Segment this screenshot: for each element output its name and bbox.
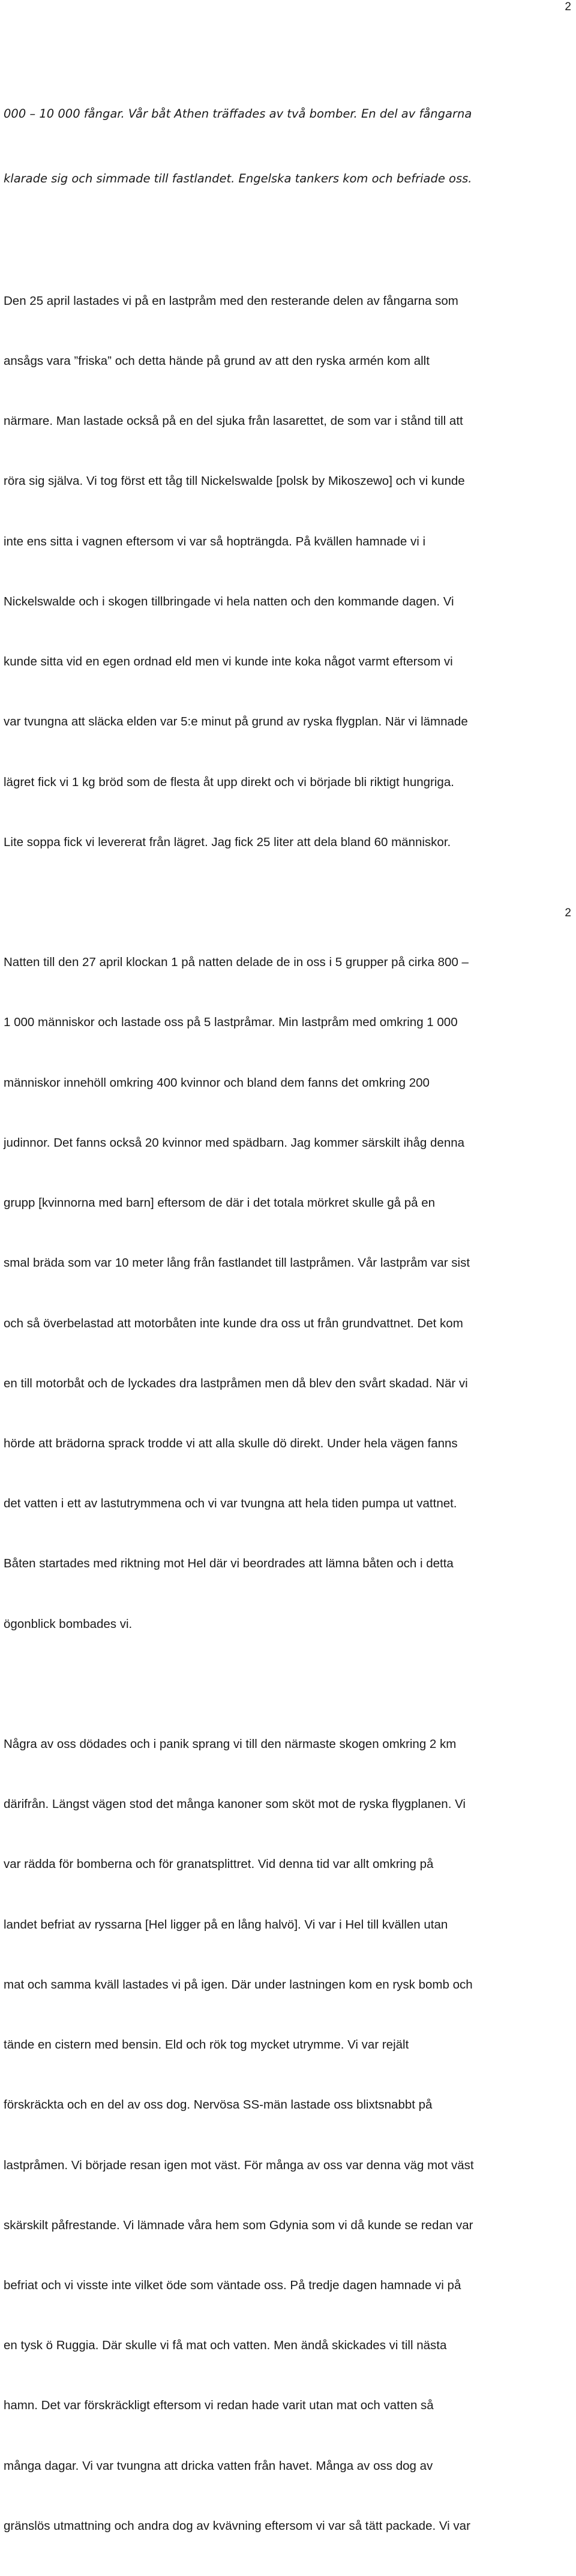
paragraph-gap <box>4 1674 574 1694</box>
paragraph-hel <box>4 1694 574 2576</box>
text-line: skärskilt påfrestande. Vi lämnade våra hem som Gdynia som vi då kunde se redan var <box>4 2218 473 2232</box>
text-line: ansågs vara ”friska” och detta hände på grund av att den ryska armén kom allt <box>4 354 430 368</box>
text-line: Några av oss dödades och i panik sprang vi till den närmaste skogen omkring 2 km <box>4 1737 457 1752</box>
text-line: och så överbelastad att motorbåten inte kunde dra oss ut från grundvattnet. Det kom <box>4 1316 463 1330</box>
paragraph-gap <box>4 892 574 912</box>
text-line: hamn. Det var förskräckligt eftersom vi redan hade varit utan mat och vatten så <box>4 2398 434 2413</box>
text-line: många dagar. Vi var tvungna att dricka vatten från havet. Många av oss dog av <box>4 2458 433 2473</box>
text-line: inte ens sitta i vagnen eftersom vi var så hopträngda. På kvällen hamnade vi i <box>4 534 426 548</box>
text-line: det vatten i ett av lastutrymmena och vi var tvungna att hela tiden pumpa ut vattnet. <box>4 1497 457 1511</box>
text-line: befriat och vi visste inte vilket öde som väntade oss. På tredje dagen hamnade vi på <box>4 2278 461 2292</box>
text-line: Lite soppa fick vi levererat från lägret. Jag fick 25 liter att dela bland 60 människor. <box>4 835 451 849</box>
text-line: människor innehöll omkring 400 kvinnor och bland dem fanns det omkring 200 <box>4 1075 430 1090</box>
text-line: därifrån. Längst vägen stod det många kanoner som sköt mot de ryska flygplanen. Vi <box>4 1797 466 1812</box>
text-line: röra sig själva. Vi tog först ett tåg till Nickelswalde [polsk by Mikoszewo] och vi kunde <box>4 474 465 488</box>
text-line: landet befriat av ryssarna [Hel ligger på en lång halvö]. Vi var i Hel till kvällen utan <box>4 1917 448 1932</box>
text-line: var tvungna att släcka elden var 5:e minut på grund av ryska flygplan. När vi lämnade <box>4 715 468 729</box>
text-line: var rädda för bomberna och för granatsplittret. Vid denna tid var allt omkring på <box>4 1857 434 1872</box>
paragraph-april-27 <box>4 912 574 1674</box>
text-line: tände en cistern med bensin. Eld och rök tog mycket utrymme. Vi var rejält <box>4 2038 409 2052</box>
text-line: 000 – 10 000 fångar. Vår båt Athen träffades av två bomber. En del av fångarna <box>4 107 472 121</box>
text-line: en tysk ö Ruggia. Där skulle vi få mat och vatten. Men ändå skickades vi till nästa <box>4 2338 447 2353</box>
text-line: grupp [kvinnorna med barn] eftersom de där i det totala mörkret skulle gå på en <box>4 1196 436 1210</box>
document-body <box>4 60 574 2576</box>
text-line: Natten till den 27 april klockan 1 på natten delade de in oss i 5 grupper på cirka 800 – <box>4 955 469 970</box>
paragraph-italic-intro <box>4 60 574 233</box>
text-line: smal bräda som var 10 meter lång från fastlandet till lastpråmen. Vår lastpråm var sist <box>4 1256 470 1270</box>
text-line: lägret fick vi 1 kg bröd som de flesta åt upp direkt och vi började bli riktigt hungriga. <box>4 775 454 789</box>
text-line: Den 25 april lastades vi på en lastpråm med den resterande delen av fångarna som <box>4 293 458 308</box>
text-line: gränslös utmattning och andra dog av kvävning eftersom vi var så tätt packade. Vi var <box>4 2518 470 2533</box>
text-line: förskräckta och en del av oss dog. Nervösa SS-män lastade oss blixtsnabbt på <box>4 2098 433 2112</box>
text-line: judinnor. Det fanns också 20 kvinnor med spädbarn. Jag kommer särskilt ihåg denna <box>4 1135 465 1150</box>
text-line: hörde att brädorna sprack trodde vi att alla skulle dö direkt. Under hela vägen fanns <box>4 1436 458 1450</box>
text-line: Nickelswalde och i skogen tillbringade vi hela natten och den kommande dagen. Vi <box>4 594 454 608</box>
text-line: ögonblick bombades vi. <box>4 1617 133 1631</box>
text-line: närmare. Man lastade också på en del sjuka från lasarettet, de som var i stånd till att <box>4 414 463 428</box>
page-number-top: 2 <box>565 1 571 13</box>
text-line: klarade sig och simmade till fastlandet. Engelska tankers kom och befriade oss. <box>4 172 472 185</box>
text-line: lastpråmen. Vi började resan igen mot väst. För många av oss var denna väg mot väst <box>4 2158 474 2172</box>
page-number-bottom: 2 <box>565 907 571 919</box>
paragraph-april-25 <box>4 251 574 892</box>
text-line: Båten startades med riktning mot Hel där vi beordrades att lämna båten och i detta <box>4 1557 454 1571</box>
text-line: 1 000 människor och lastade oss på 5 lastpråmar. Min lastpråm med omkring 1 000 <box>4 1015 458 1030</box>
text-line: en till motorbåt och de lyckades dra lastpråmen men då blev den svårt skadad. När vi <box>4 1376 468 1390</box>
paragraph-gap <box>4 233 574 251</box>
text-line: mat och samma kväll lastades vi på igen. Där under lastningen kom en rysk bomb och <box>4 1977 473 1992</box>
text-line: kunde sitta vid en egen ordnad eld men vi kunde inte koka något varmt eftersom vi <box>4 655 453 669</box>
